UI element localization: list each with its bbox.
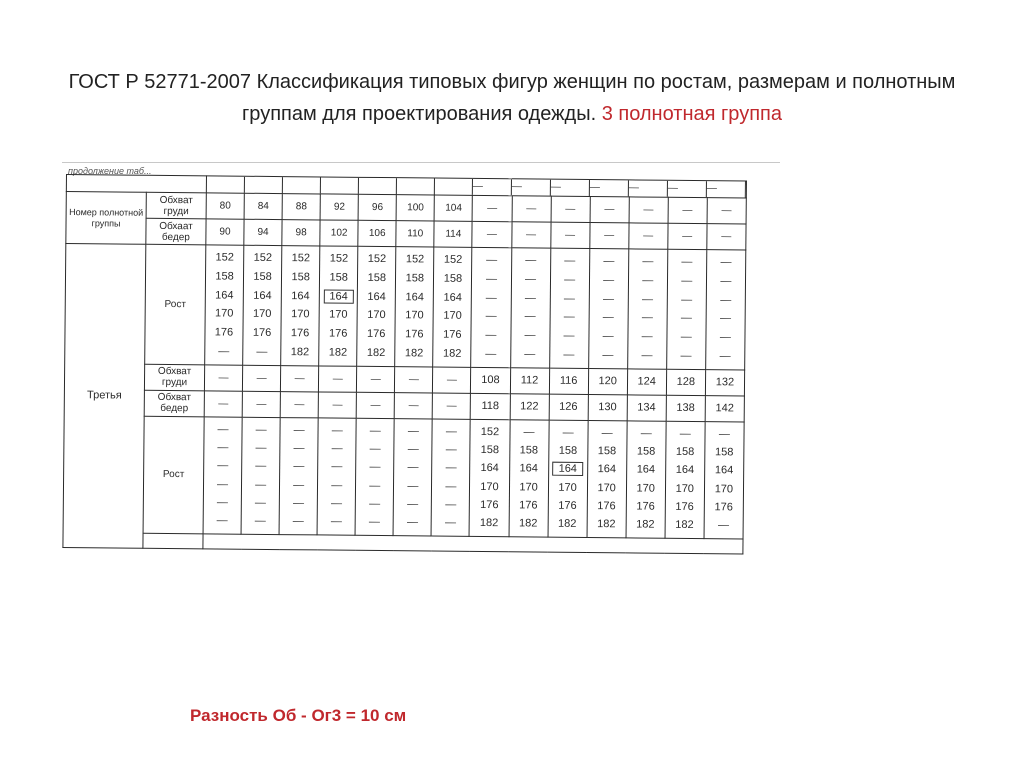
table-cell: 102 <box>320 220 358 246</box>
table-cell: 152 158 164 170 176 182 <box>469 419 509 536</box>
table-cell: — <box>707 181 746 197</box>
hips-label-2: Обхват бедер <box>144 390 204 417</box>
table-cell: — <box>433 367 471 393</box>
table-cell: — <box>707 198 746 224</box>
table-cell: 152 158 164 170 176 182 <box>319 246 358 366</box>
chest-label-2: Обхват груди <box>144 364 204 391</box>
table-cell: — <box>473 195 512 221</box>
table-cell: — <box>512 179 551 195</box>
table-cell: 142 <box>705 395 744 421</box>
table-cell: — <box>318 392 356 418</box>
table-cell: — — — — — — <box>666 249 706 369</box>
table-cell: — <box>551 196 590 222</box>
table-row <box>63 415 744 538</box>
scan-edge-line <box>62 162 780 163</box>
table-cell: — 158 164 170 176 182 <box>587 420 627 537</box>
table-cell: — <box>319 366 357 392</box>
table-cell: 110 <box>396 221 434 247</box>
bottom-spacer <box>143 533 203 549</box>
table-cell: 130 <box>588 394 627 420</box>
table-cell: — <box>628 223 667 249</box>
table-cell: — — — — — — <box>241 417 280 534</box>
table-cell: — <box>589 223 628 249</box>
table-cell: 152 158 164 170 176 182 <box>433 247 472 367</box>
height-label-1: Рост <box>145 244 206 364</box>
table-cell: — — — — — — <box>705 250 745 370</box>
group-name: Третья <box>63 244 146 548</box>
table-cell: — — — — — — <box>279 417 318 534</box>
table-cell: 88 <box>282 194 320 220</box>
table-cell: — <box>395 366 433 392</box>
table-cell: — — — — — — <box>393 418 432 535</box>
table-cell <box>397 178 435 194</box>
table-cell: 104 <box>434 195 472 221</box>
table-cell: 118 <box>471 393 510 419</box>
table-cell: 128 <box>666 369 705 395</box>
chest-label: Обхват груди <box>146 192 206 219</box>
table-cell: 152 158 164 170 176 182 <box>395 247 434 367</box>
table-cell: — <box>550 222 589 248</box>
table-cell: — <box>472 221 511 247</box>
table-cell: 126 <box>549 394 588 420</box>
table-cell: — — — — — — <box>203 417 242 534</box>
table-cell: — <box>512 196 551 222</box>
table-cell: 94 <box>244 219 282 245</box>
table-cell: 122 <box>510 394 549 420</box>
table-cell: 84 <box>244 193 282 219</box>
table-cell: 106 <box>358 220 396 246</box>
table-cell: — <box>433 393 471 419</box>
table-cell: 80 <box>206 193 244 219</box>
table-cell: 152 158 164 170 176 182 <box>357 246 396 366</box>
title-main: ГОСТ Р 52771-2007 Классификация типовых фигур женщин по ростам, размерам и полнотным группам для проектирования одежды. <box>68 71 956 125</box>
table-cell: — <box>590 180 629 196</box>
table-cell: 108 <box>471 367 510 393</box>
table-cell: — <box>473 179 512 195</box>
table-cell: — <box>629 197 668 223</box>
table-row <box>65 244 746 370</box>
table-cell: — <box>668 181 707 197</box>
table-cell: 134 <box>627 395 666 421</box>
table-cell: 96 <box>358 194 396 220</box>
table-cell <box>245 177 283 193</box>
table-cell: 152 158 164 170 176 182 <box>281 246 320 366</box>
table-cell: — <box>590 197 629 223</box>
table-cell: — <box>204 365 242 391</box>
group-number-header: Номер полнотной группы <box>66 192 146 245</box>
header-spacer <box>66 175 206 193</box>
difference-note: Разность Об - Ог3 = 10 см <box>190 706 407 725</box>
table-cell: 114 <box>434 221 472 247</box>
table-cell: 120 <box>588 368 627 394</box>
table-cell: — — — — — — <box>549 248 589 368</box>
table-cell: — — — — — — <box>627 249 667 369</box>
table-cell: — 158 164 170 176 182 <box>665 421 705 538</box>
table-cell: — — — — — — <box>431 419 470 536</box>
table-cell <box>435 179 473 195</box>
table-cell: 116 <box>549 368 588 394</box>
table-cell: 112 <box>510 368 549 394</box>
slide-title <box>40 66 984 130</box>
table-cell: — — — — — — <box>471 247 511 367</box>
table-cell: — <box>357 366 395 392</box>
table-cell <box>207 176 245 192</box>
table-cell: — <box>511 222 550 248</box>
table-cell: 100 <box>396 195 434 221</box>
table-cell: — <box>281 365 319 391</box>
title-highlight: 3 полнотная группа <box>601 103 782 125</box>
table-cell: — <box>668 223 707 249</box>
table-cell <box>283 177 321 193</box>
table-cell: — 158 164 170 176 182 <box>548 420 588 537</box>
table-cell: — <box>356 392 394 418</box>
table-cell: — 158 164 170 176 182 <box>509 420 549 537</box>
table-cell: 152 158 164 170 176 — <box>243 245 282 365</box>
table-cell: 138 <box>666 395 705 421</box>
table-cell: — — — — — — <box>355 418 394 535</box>
table-cell: — <box>707 224 746 250</box>
table-cell: — <box>280 391 318 417</box>
scanned-table-image <box>62 160 780 660</box>
table-cell: — 158 164 170 176 182 <box>626 421 666 538</box>
height-label-2: Рост <box>143 416 204 533</box>
table-cell: — <box>551 180 590 196</box>
table-cell: — <box>204 391 242 417</box>
table-cell: 132 <box>705 369 744 395</box>
table-cell: — <box>394 392 432 418</box>
table-cell: — — — — — — <box>317 418 356 535</box>
hips-label: Обхаат бедер <box>146 218 206 245</box>
table-cell <box>321 177 359 193</box>
table-cell <box>359 178 397 194</box>
table-cell: 152 158 164 170 176 — <box>205 245 244 365</box>
table-cell: — — — — — — <box>510 248 550 368</box>
table-cell: 124 <box>627 369 666 395</box>
size-table <box>62 174 747 554</box>
table-cell: 90 <box>206 219 244 245</box>
table-cell: — <box>629 180 668 196</box>
partial-header-text: продолжение таб... <box>68 166 152 176</box>
table-cell: — <box>242 391 280 417</box>
table-cell: 98 <box>282 220 320 246</box>
table-cell: — <box>242 365 280 391</box>
table-cell: — <box>668 197 707 223</box>
table-cell: — 158 164 170 176 — <box>704 421 744 538</box>
table-cell: — — — — — — <box>588 249 628 369</box>
table-cell: 92 <box>320 194 358 220</box>
